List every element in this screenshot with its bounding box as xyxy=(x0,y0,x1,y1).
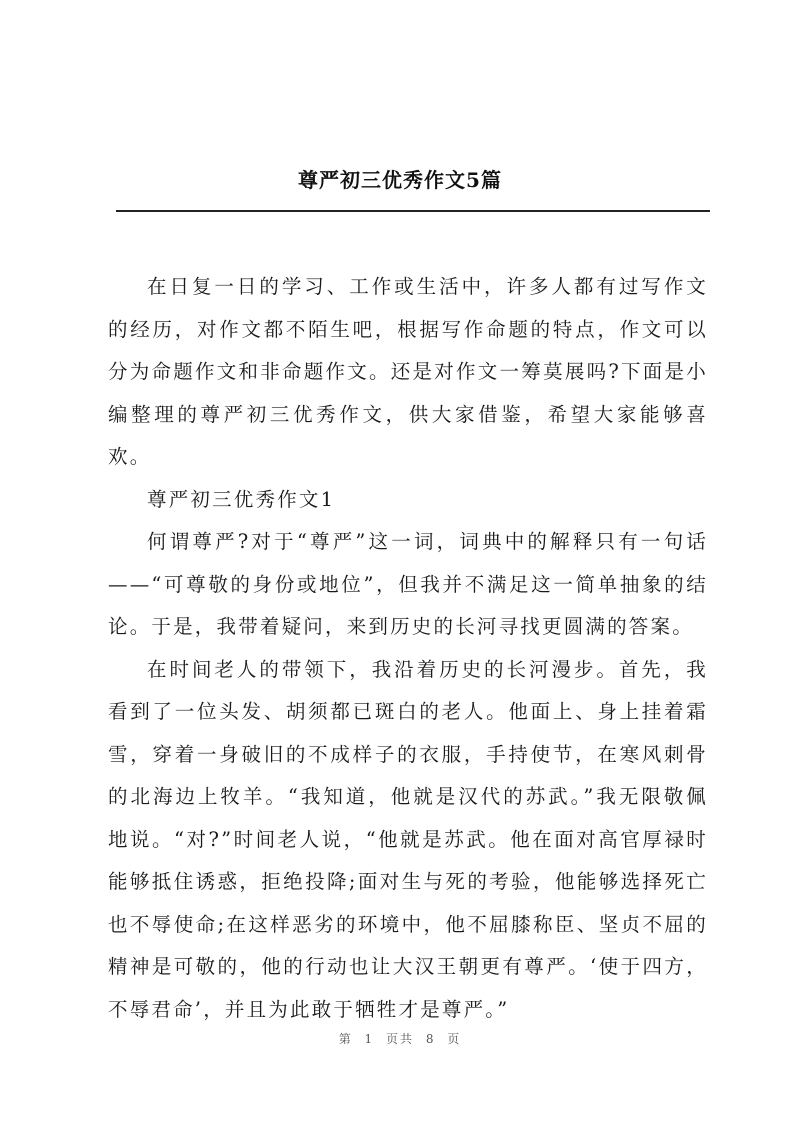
essay-heading: 尊严初三优秀作文1 xyxy=(147,487,336,511)
document-body xyxy=(108,266,708,1031)
intro-paragraph: 在日复一日的学习、工作或生活中，许多人都有过写作文的经历，对作文都不陌生吧，根据写作命题的特点，作文可以分为命题作文和非命题作文。还是对作文一筹莫展吗?下面是小编整理的尊严初三优秀作文，供大家借鉴，希望大家能够喜欢。 xyxy=(108,275,708,468)
body-paragraph: 在时间老人的带领下，我沿着历史的长河漫步。首先，我看到了一位头发、胡须都已斑白的老人。他面上、身上挂着霜雪，穿着一身破旧的不成样子的衣服，手持使节，在寒风刺骨的北海边上牧羊。“我知道，他就是汉代的苏武。”我无限敬佩地说。“对?”时间老人说，“他就是苏武。他在面对高官厚禄时能够抵住诱惑，拒绝投降;面对生与死的考验，他能够选择死亡也不辱使命;在这样恶劣的环境中，他不屈膝称臣、坚贞不屈的精神是可敬的，他的行动也让大汉王朝更有尊严。‘使于四方，不辱君命’，并且为此敢于牺牲才是尊严。” xyxy=(108,657,708,1021)
page-footer: 第 1 页共 8 页 xyxy=(338,1032,462,1046)
title-underline xyxy=(116,210,710,212)
document-title: 尊严初三优秀作文5篇 xyxy=(298,168,502,192)
body-paragraph: 何谓尊严?对于“尊严”这一词，词典中的解释只有一句话——“可尊敬的身份或地位”，但我并不满足这一简单抽象的结论。于是，我带着疑问，来到历史的长河寻找更圆满的答案。 xyxy=(108,530,708,638)
